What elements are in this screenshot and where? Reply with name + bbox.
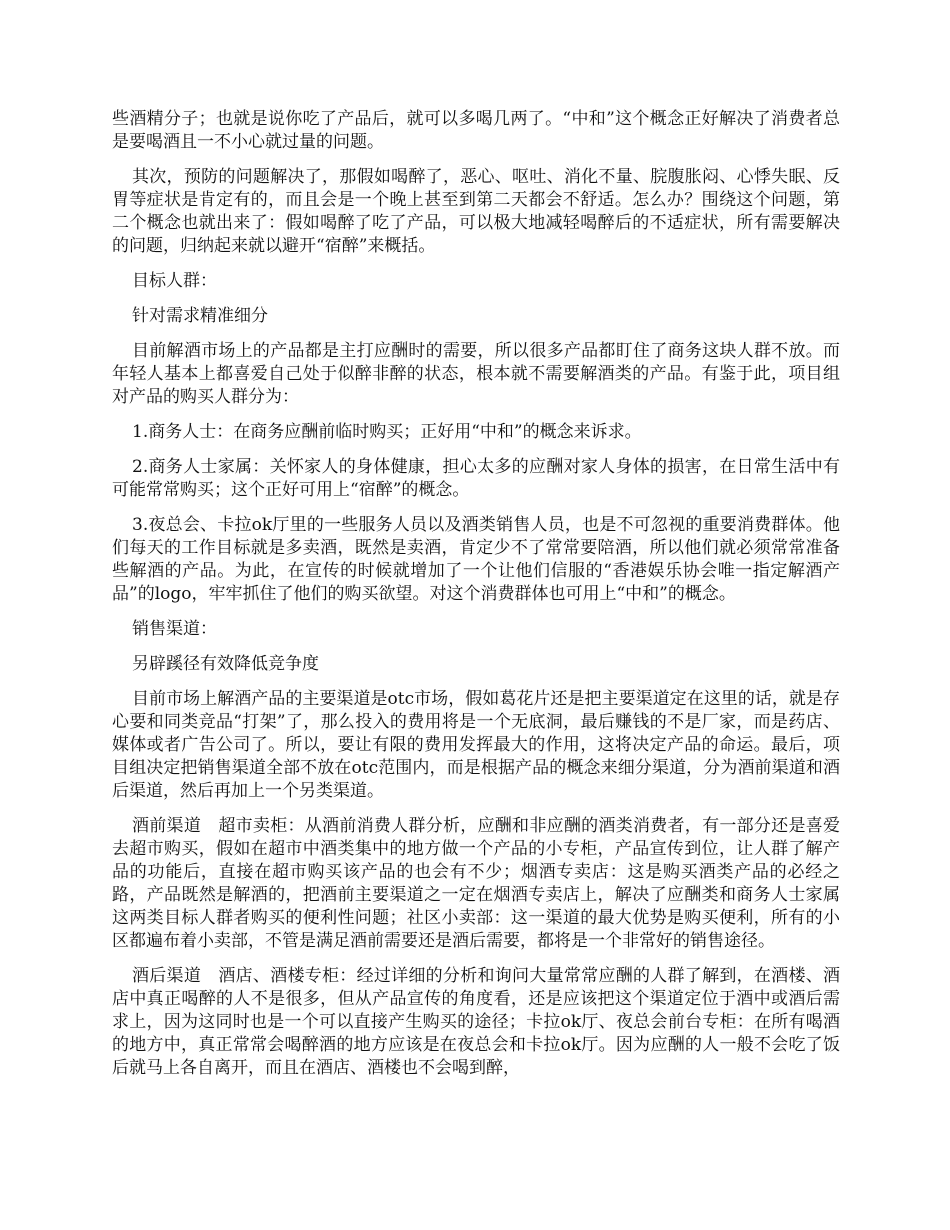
list-item-family-members: 2.商务人士家属：关怀家人的身体健康，担心太多的应酬对家人身体的损害，在日常生活中有可能常常购买；这个正好可用上“宿醉”的概念。 [112, 457, 840, 500]
paragraph-channel-strategy: 目前市场上解酒产品的主要渠道是otc市场，假如葛花片还是把主要渠道定在这里的话，就是存心要和同类竞品“打架”了，那么投入的费用将是一个无底洞，最后赚钱的不是厂家，而是药店、媒体或者广告公司了。所以，要让有限的费用发挥最大的作用，这将决定产品的命运。最后，项目组决定把销售渠道全部不放在otc范围内，而是根据产品的概念来细分渠道，分为酒前渠道和酒后渠道，然后再加上一个另类渠道。 [112, 689, 840, 801]
subheading-new-path: 另辟蹊径有效降低竞争度 [132, 654, 319, 674]
paragraph-continuation: 些酒精分子；也就是说你吃了产品后，就可以多喝几两了。“中和”这个概念正好解决了消费者总是要喝酒且一不小心就过量的问题。 [112, 109, 840, 152]
paragraph-post-drinking-channels: 酒后渠道 酒店、酒楼专柜：经过详细的分析和询问大量常常应酬的人群了解到，在酒楼、酒店中真正喝醉的人不是很多，但从产品宣传的角度看，还是应该把这个渠道定位于酒中或酒后需求上，因为这同时也是一个可以直接产生购买的途径；卡拉ok厅、夜总会前台专柜：在所有喝酒的地方中，真正常常会喝醉酒的地方应该是在夜总会和卡拉ok厅。因为应酬的人一般不会吃了饭后就马上各自离开，而且在酒店、酒楼也不会喝到醉， [112, 966, 840, 1078]
subheading-precise-segmentation: 针对需求精准细分 [132, 306, 268, 326]
section-heading-sales-channels: 销售渠道： [132, 619, 217, 639]
paragraph-market-overview: 目前解酒市场上的产品都是主打应酬时的需要，所以很多产品都盯住了商务这块人群不放。而年轻人基本上都喜爱自己处于似醉非醉的状态，根本就不需要解酒类的产品。有鉴于此，项目组对产品的购买人群分为： [112, 341, 840, 407]
paragraph-second-concept: 其次，预防的问题解决了，那假如喝醉了，恶心、呕吐、消化不量、脘腹胀闷、心悸失眠、反胃等症状是肯定有的，而且会是一个晚上甚至到第二天都会不舒适。怎么办？围绕这个问题，第二个概念也就出来了：假如喝醉了吃了产品，可以极大地减轻喝醉后的不适症状，所有需要解决的问题，归纳起来就以避开“宿醉”来概括。 [112, 167, 840, 256]
section-heading-target-audience: 目标人群： [132, 271, 217, 291]
document-body [112, 108, 840, 1092]
list-item-business-people: 1.商务人士：在商务应酬前临时购买；正好用“中和”的概念来诉求。 [132, 422, 642, 442]
list-item-service-staff: 3.夜总会、卡拉ok厅里的一些服务人员以及酒类销售人员，也是不可忽视的重要消费群体。他们每天的工作目标就是多卖酒，既然是卖酒，肯定少不了常常要陪酒，所以他们就必须常常准备些解酒的产品。为此，在宣传的时候就增加了一个让他们信服的“香港娱乐协会唯一指定解酒产品”的logo，牢牢抓住了他们的购买欲望。对这个消费群体也可用上“中和”的概念。 [112, 515, 840, 604]
paragraph-pre-drinking-channels: 酒前渠道 超市卖柜：从酒前消费人群分析，应酬和非应酬的酒类消费者，有一部分还是喜爱去超市购买，假如在超市中酒类集中的地方做一个产品的小专柜，产品宣传到位，让人群了解产品的功能后，直接在超市购买该产品的也会有不少；烟酒专卖店：这是购买酒类产品的必经之路，产品既然是解酒的，把酒前主要渠道之一定在烟酒专卖店上，解决了应酬类和商务人士家属这两类目标人群者购买的便利性问题；社区小卖部：这一渠道的最大优势是购买便利，所有的小区都遍布着小卖部，不管是满足酒前需要还是酒后需要，都将是一个非常好的销售途径。 [112, 816, 840, 951]
